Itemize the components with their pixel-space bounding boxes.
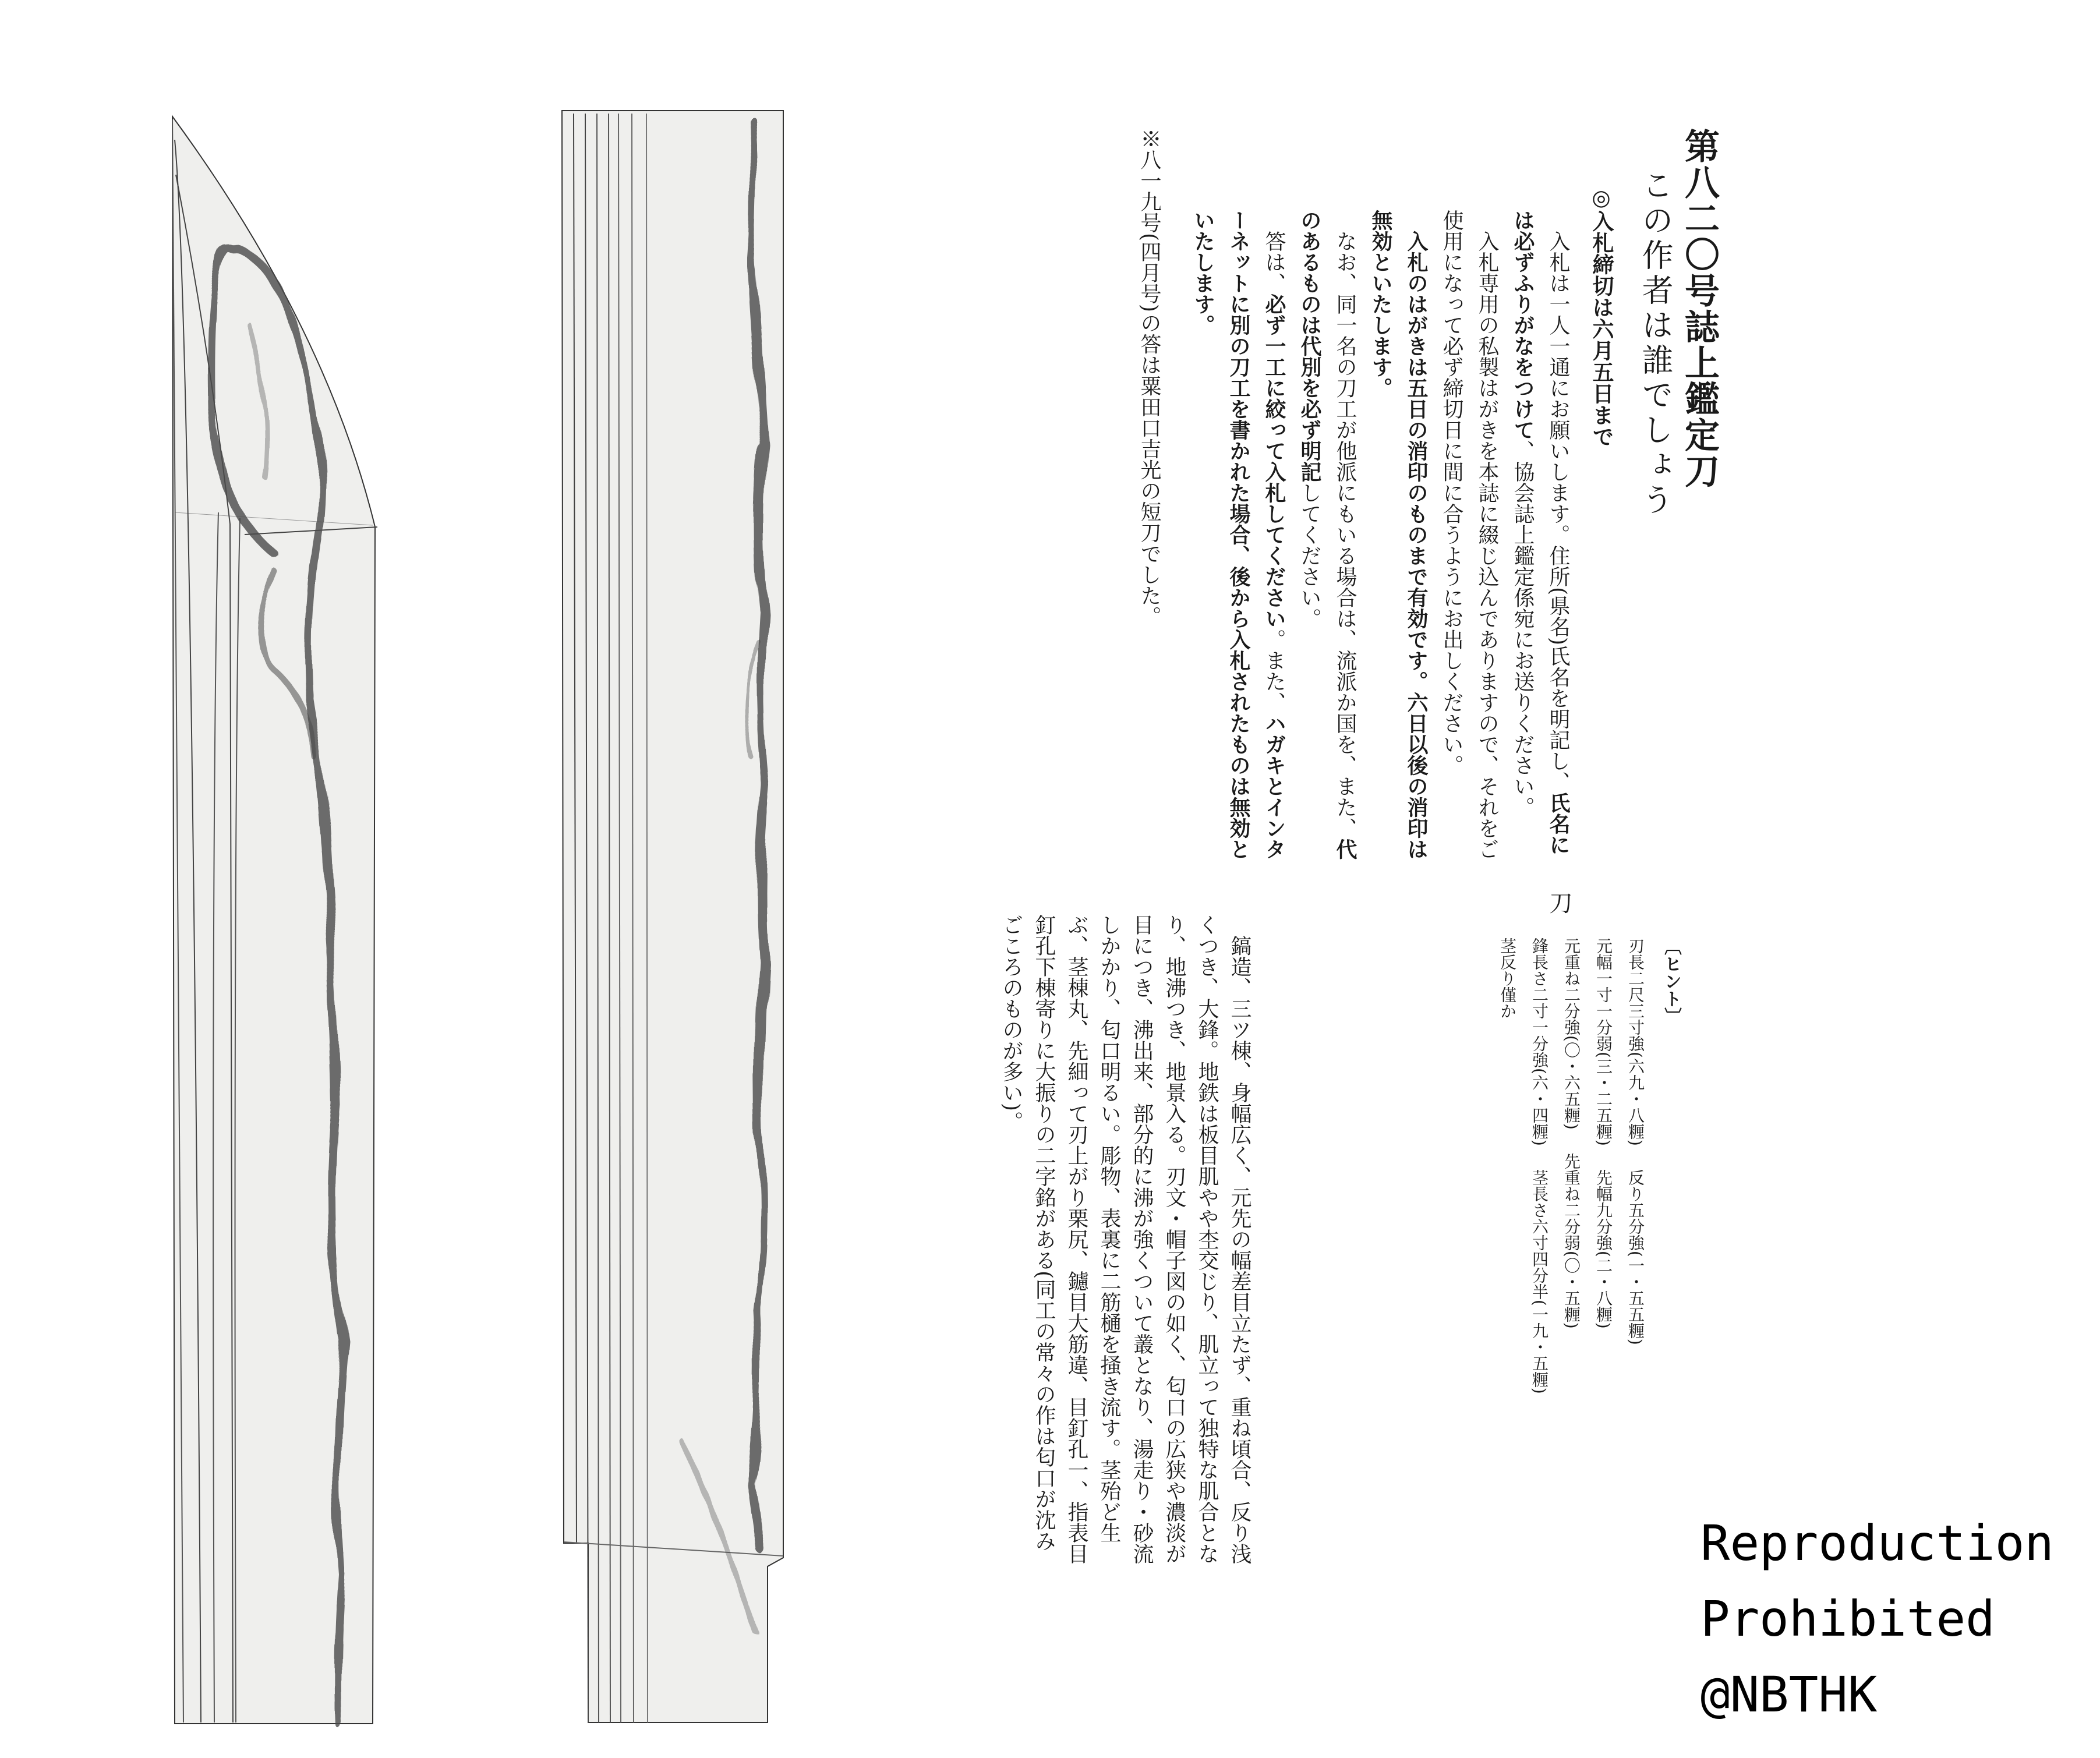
deadline-notice: ◎入札締切は六月五日まで [1589,185,1614,447]
blade-description [995,914,1256,1566]
rule-paragraph-3: 入札のはがきは五日の消印のものまで有効です。六日以後の消印は無効といたします。 [1369,210,1428,859]
description-text: 鎬造、三ツ棟、身幅広く、元先の幅差目立たず、重ね頃合、反り浅くつき、大鋒。地鉄は板目肌やや杢交じり、肌立って独特な肌合となり、地沸つき、地景入る。刃文・帽子図の如く、匂口の広狭や濃淡が目につき、沸出来、部分的に沸が強くついて叢となり、湯走り・砂流しかかり、匂口明るい。彫物、表裏に二筋樋を掻き流す。茎殆ど生ぶ、茎棟丸、先細って刃上がり栗尻、鑢目大筋違、目釘孔一、指表目釘孔下棟寄りに大振りの二字銘がある(同工の常々の作は匂口が沈みごころのものが多い)。 [999,914,1251,1564]
rule-paragraph-1: 入札は一人一通にお願いします。住所(県名)氏名を明記し、氏名には必ずふりがなをつけて、協会誌上鑑定係宛にお送りください。 [1511,210,1570,855]
spec-motokasane: 元重ね二分強(〇・六五糎) [1562,938,1581,1130]
page-title: 第八二〇号誌上鑑定刀 [1679,128,1720,489]
spec-blade-length: 刃長二尺三寸強(六九・八糎) [1626,938,1645,1146]
blade-type-heading: 刀 [1546,891,1572,914]
nakago-section-drawing [562,111,783,1722]
spec-nakago-length: 茎長さ六寸四分半(一九・五糎) [1530,1169,1549,1394]
previous-answer-note: ※八一九号(四月号)の答は粟田口吉光の短刀でした。 [1137,128,1161,627]
rule-paragraph-5: 答は、必ず一工に絞って入札してください。また、ハガキとインターネットに別の刀工を書かれた場合、後から入札されたものは無効といたします。 [1191,210,1286,859]
page-subtitle: この作者は誰でしょう [1637,169,1674,518]
spec-curvature: 反り五分強(一・五五糎) [1626,1169,1645,1345]
spec-sakihaba: 先幅九分強(二・八糎) [1594,1169,1613,1329]
entry-rules [1185,210,1576,868]
rule-paragraph-2: 入札専用の私製はがきを本誌に綴じ込んでありますので、それをご使用になって必ず締切日に間に合うようにお出しください。 [1440,210,1499,859]
watermark [1700,1505,2054,1732]
kissaki-section-drawing [172,116,377,1724]
blade-specifications [1491,938,1652,1462]
watermark-line-2: Prohibited [1700,1590,1995,1647]
hint-label: 〔ヒント〕 [1661,938,1681,1025]
rule-paragraph-4: なお、同一名の刀工が他派にもいる場合は、流派か国を、また、代のあるものは代別を必ず明記してください。 [1298,210,1357,859]
watermark-line-1: Reproduction [1700,1515,2054,1572]
spec-nakago-sori: 茎反り僅か [1498,938,1517,1019]
blade-oshigata-drawing [0,0,844,1758]
watermark-line-3: @NBTHK [1700,1666,1878,1723]
spec-kissaki: 鋒長さ二寸一分強(六・四糎) [1530,938,1549,1146]
spec-motohaba: 元幅一寸一分弱(三・二五糎) [1594,938,1613,1146]
spec-sakikasane: 先重ね二分弱(〇・五糎) [1562,1152,1581,1329]
